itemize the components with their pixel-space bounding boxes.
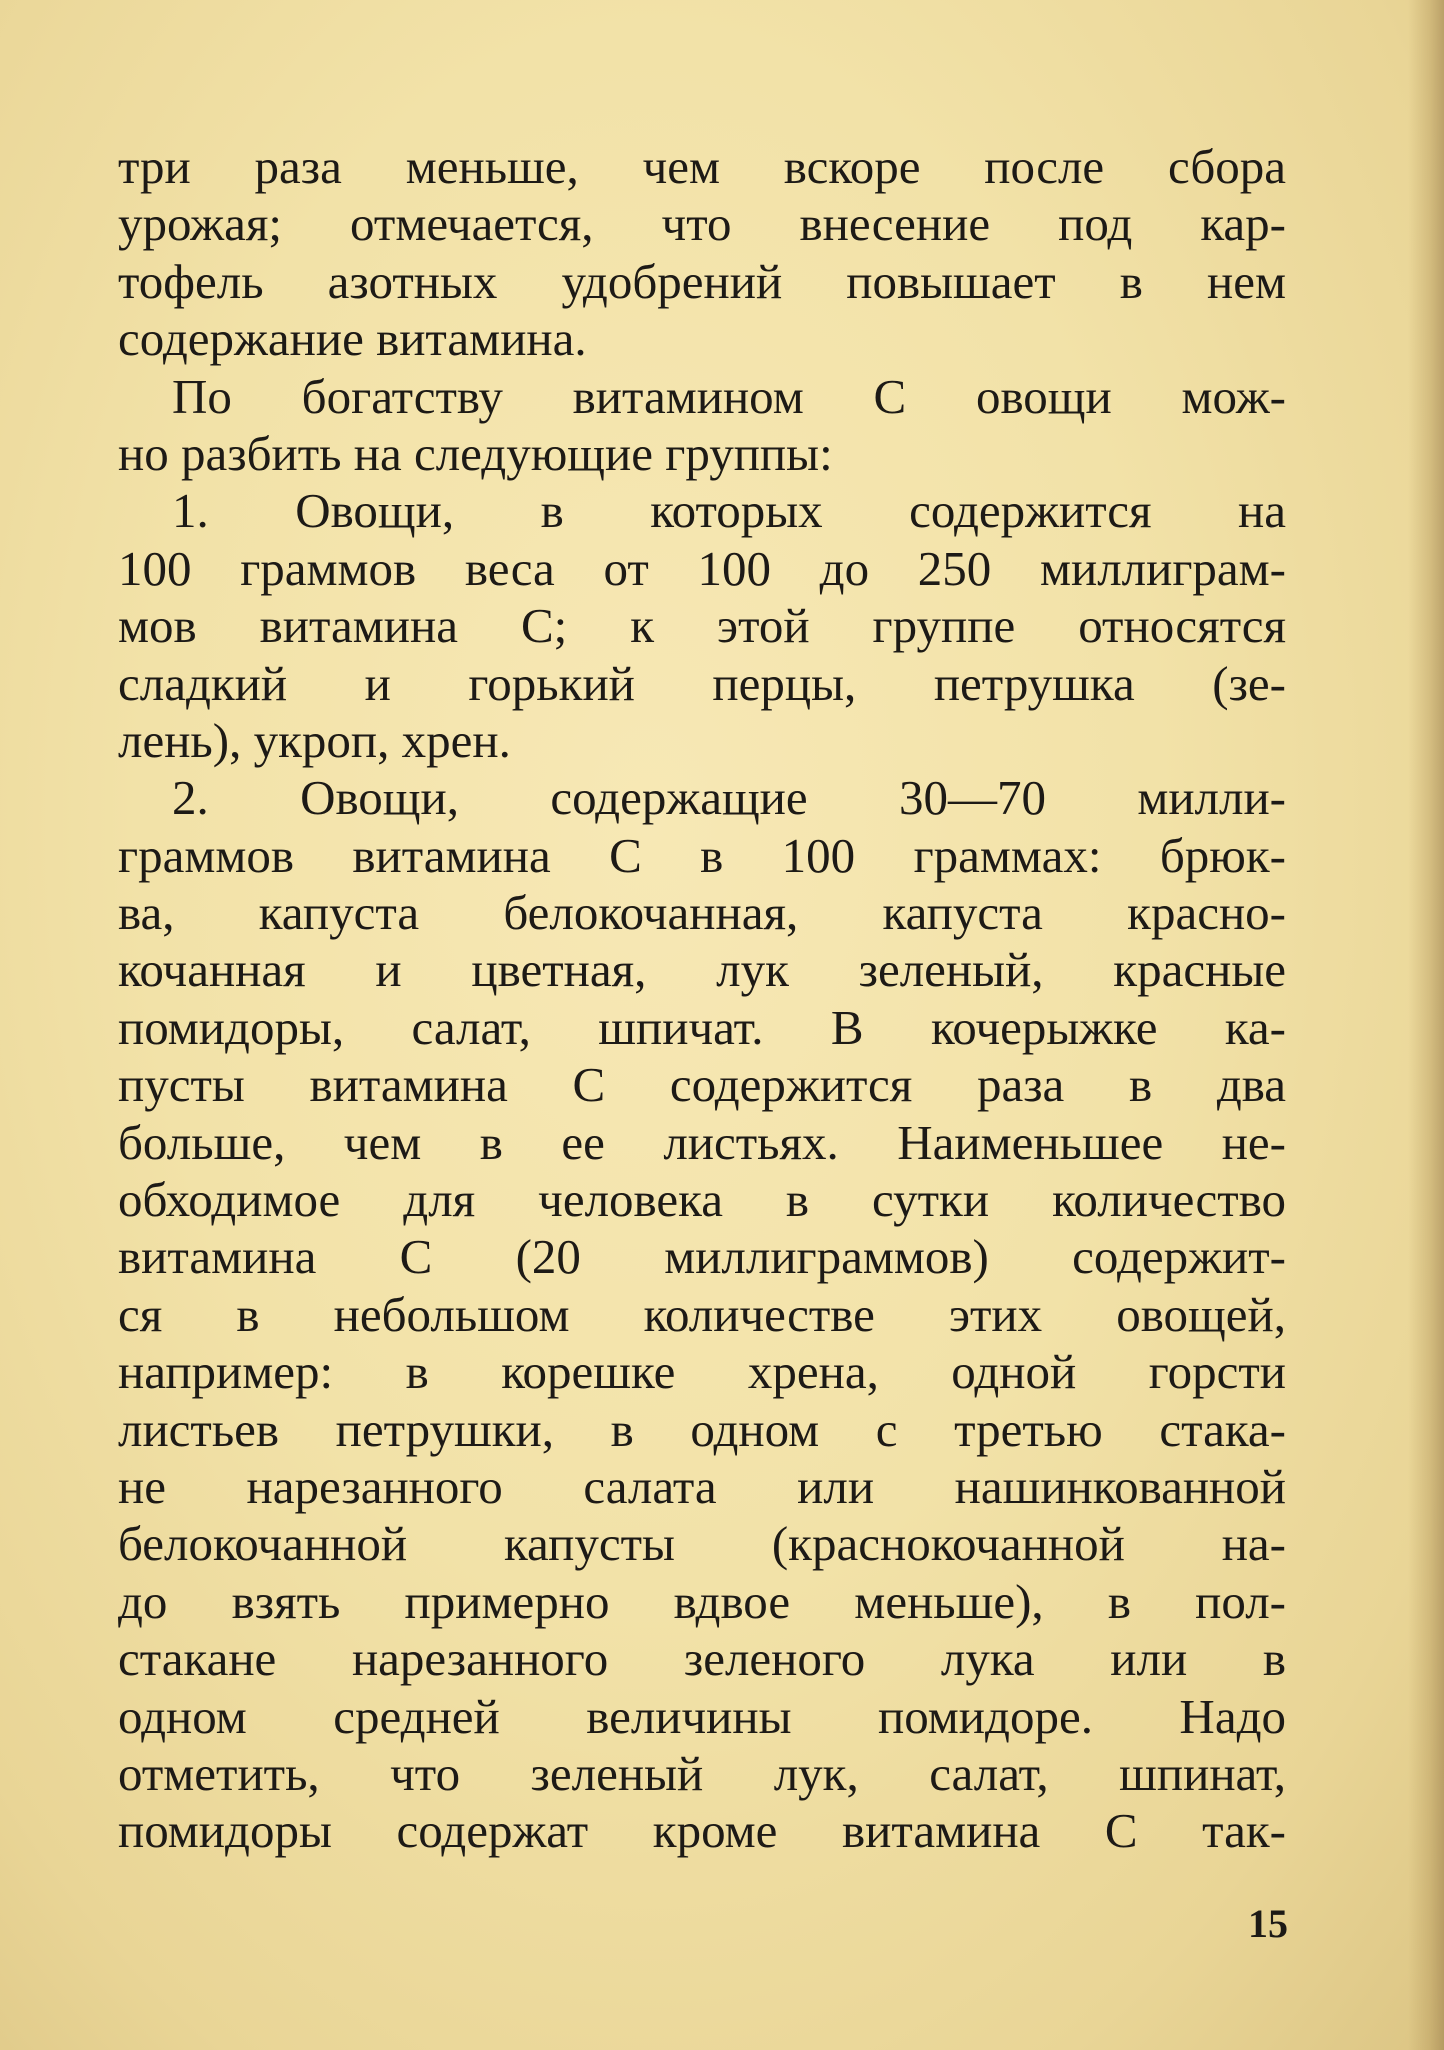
text-line: кочанная и цветная, лук зеленый, красные (118, 942, 1286, 998)
text-line: урожая; отмечается, что внесение под кар- (118, 196, 1286, 252)
text-line: лень), укроп, хрен. (118, 712, 511, 768)
page-number: 15 (1248, 1901, 1288, 1946)
text-line: листьев петрушки, в одном с третью стака- (118, 1401, 1286, 1457)
text-line: ва, капуста белокочанная, капуста красно- (118, 885, 1286, 941)
text-line: помидоры содержат кроме витамина С так- (118, 1803, 1286, 1859)
text-line: тофель азотных удобрений повышает в нем (118, 253, 1286, 309)
text-line: мов витамина С; к этой группе относятся (118, 598, 1286, 654)
text-line: не нарезанного салата или нашинкованной (118, 1458, 1286, 1514)
text-line: одном средней величины помидоре. Надо (118, 1688, 1286, 1744)
text-line: витамина С (20 миллиграммов) содержит- (118, 1229, 1286, 1285)
text-line: граммов витамина С в 100 граммах: брюк- (118, 827, 1286, 883)
text-line: больше, чем в ее листьях. Наименьшее не- (118, 1114, 1286, 1170)
paragraph-start-line: По богатству витамином С овощи мож- (172, 368, 1286, 424)
text-line: пусты витамина С содержится раза в два (118, 1057, 1286, 1113)
text-line: обходимое для человека в сутки количество (118, 1172, 1286, 1228)
text-line: помидоры, салат, шпичат. В кочерыжке ка- (118, 999, 1286, 1055)
text-line: 100 граммов веса от 100 до 250 миллиграм- (118, 540, 1286, 596)
text-line: например: в корешке хрена, одной горсти (118, 1344, 1286, 1400)
text-line: отметить, что зеленый лук, салат, шпинат, (118, 1745, 1286, 1801)
list-item-2-start: 2. Овощи, содержащие 30—70 милли- (172, 770, 1286, 826)
list-item-1-start: 1. Овощи, в которых содержится на (172, 483, 1286, 539)
text-line: до взять примерно вдвое меньше), в пол- (118, 1573, 1286, 1629)
page-edge-shadow (1408, 0, 1444, 2050)
text-line: белокочанной капусты (краснокочанной на- (118, 1516, 1286, 1572)
text-line: но разбить на следующие группы: (118, 425, 833, 481)
text-line: сладкий и горький перцы, петрушка (зе- (118, 655, 1286, 711)
text-line: три раза меньше, чем вскоре после сбора (118, 139, 1286, 194)
body-text (118, 138, 1286, 1860)
text-line: стакане нарезанного зеленого лука или в (118, 1631, 1286, 1687)
text-line: содержание витамина. (118, 311, 587, 367)
text-line: ся в небольшом количестве этих овощей, (118, 1286, 1286, 1342)
